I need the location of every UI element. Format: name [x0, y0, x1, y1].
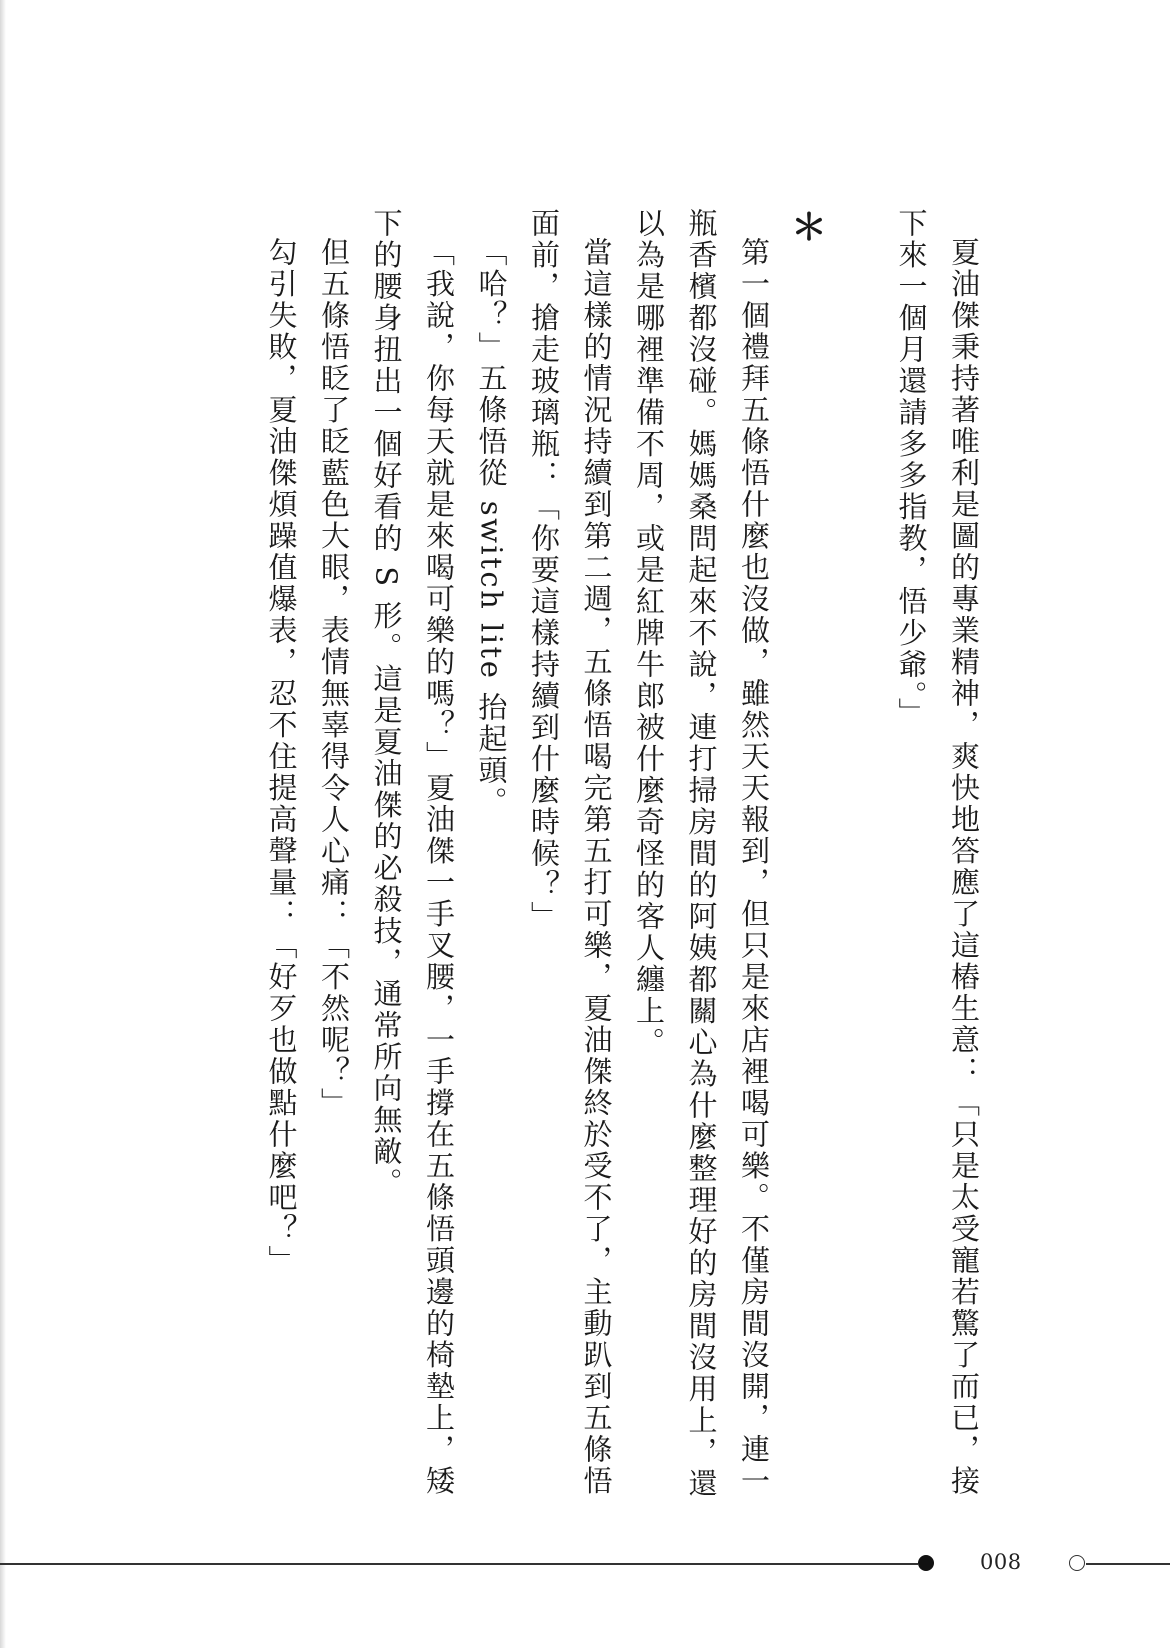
footer-filled-dot [918, 1555, 934, 1571]
footer-hollow-dot [1069, 1555, 1085, 1571]
paragraph-5: 「我說，你每天就是來喝可樂的嗎？」夏油傑一手叉腰，一手撐在五條悟頭邊的椅墊上，矮下的腰身扭出一個好看的 S 形。這是夏油傑的必殺技，通常所向無敵。 [369, 208, 456, 1497]
footer-rule-left [0, 1563, 918, 1565]
footer-rule-right [1086, 1563, 1170, 1565]
page-number: 008 [980, 1550, 1022, 1574]
paragraph-7: 勾引失敗，夏油傑煩躁值爆表，忍不住提高聲量：「好歹也做點什麼吧？」 [264, 237, 299, 1277]
paragraph-2: 第一個禮拜五條悟什麼也沒做，雖然天天報到，但只是來店裡喝可樂。不僅房間沒開，連一瓶香檳都沒碰。媽媽桑問起來不說，連打掃房間的阿姨都關心為什麼整理好的房間沒用上，還以為是哪裡準備不周，或是紅牌牛郎被什麼奇怪的客人纏上。 [632, 208, 771, 1500]
page-edge-shadow [0, 0, 6, 1648]
paragraph-6: 但五條悟眨了眨藍色大眼，表情無辜得令人心痛：「不然呢？」 [317, 237, 351, 1119]
paragraph-4: 「哈？」五條悟從 switch lite 抬起頭。 [474, 237, 509, 819]
paragraph-spacer-1 [833, 208, 886, 1508]
vertical-text-body [190, 208, 990, 1508]
paragraph-1: 夏油傑秉持著唯利是圖的專業精神，爽快地答應了這樁生意：「只是太受寵若驚了而已，接下來一個月還請多多指教，悟少爺。」 [894, 208, 981, 1497]
scene-break-asterisk: ＊ [785, 208, 828, 247]
paragraph-3: 當這樣的情況持續到第二週，五條悟喝完第五打可樂，夏油傑終於受不了，主動趴到五條悟面前，搶走玻璃瓶：「你要這樣持續到什麼時候？」 [527, 208, 614, 1497]
